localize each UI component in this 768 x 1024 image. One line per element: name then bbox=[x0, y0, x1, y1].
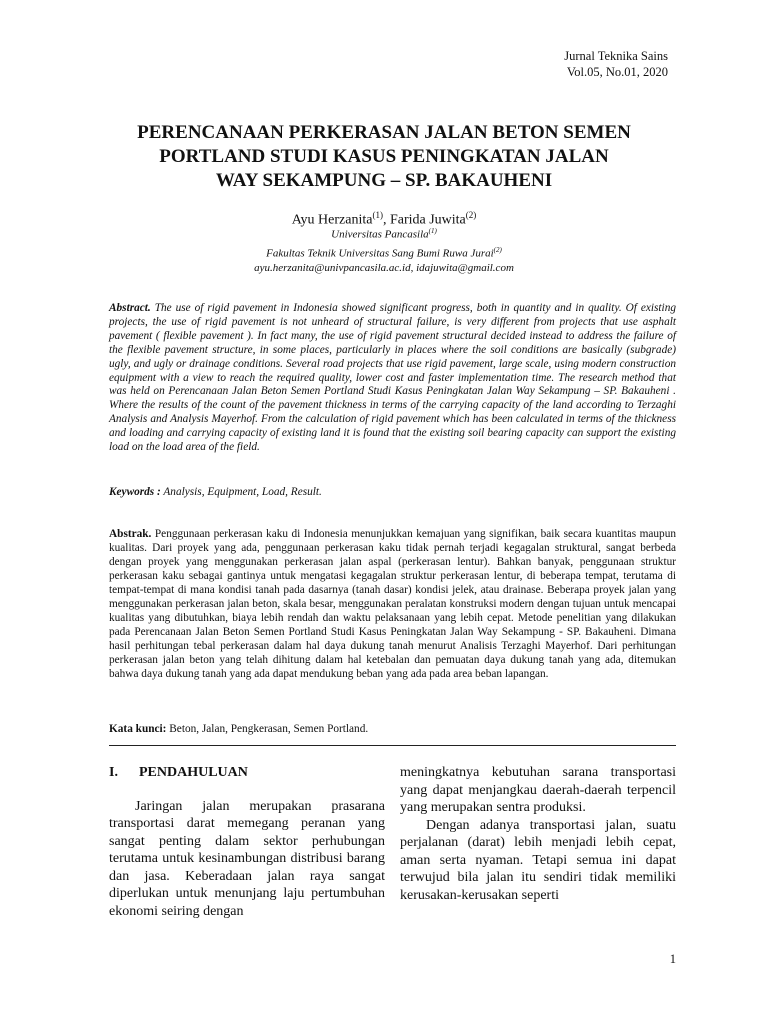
body-column-right bbox=[400, 764, 676, 904]
keywords-text: Analysis, Equipment, Load, Result. bbox=[163, 486, 322, 498]
affiliation-2-mark: (2) bbox=[493, 245, 502, 254]
keywords bbox=[109, 485, 676, 499]
paper-title bbox=[100, 121, 668, 193]
journal-header bbox=[564, 48, 668, 80]
title-line-1: PERENCANAAN PERKERASAN JALAN BETON SEMEN bbox=[137, 122, 631, 143]
body-paragraph: Jaringan jalan merupakan prasarana transportasi darat memegang peranan yang sangat penting dalam sektor perhubungan terutama untuk kesinambungan distribusi barang dan jasa. Keberadaan jalan raya sangat diperlukan untuk menunjang laju pertumbuhan ekonomi seiring dengan bbox=[109, 798, 385, 919]
affiliations bbox=[100, 224, 668, 276]
affiliation-2 bbox=[100, 243, 668, 262]
keywords-label: Keywords : bbox=[109, 486, 161, 498]
kata-kunci-text: Beton, Jalan, Pengkerasan, Semen Portland. bbox=[169, 723, 369, 735]
affiliation-1-mark: (1) bbox=[428, 227, 437, 235]
kata-kunci-label: Kata kunci: bbox=[109, 723, 167, 735]
section-number: I. bbox=[109, 765, 118, 780]
affiliation-1-name: Universitas Pancasila bbox=[331, 228, 429, 241]
journal-volume: Vol.05, No.01, 2020 bbox=[566, 65, 668, 79]
abstract-indonesian-text: Penggunaan perkerasan kaku di Indonesia menunjukkan kemajuan yang signifikan, baik secara kuantitas maupun kualitas. Dari proyek yang ada, penggunaan perkerasan kaku tidak pernah terjadi kegagalan struktural, sangat berbeda dengan proyek yang menggunakan perkerasan jalan aspal (perkerasan lentur). Bahkan banyak, penggunaan struktur perkerasan kaku sebagai gantinya untuk mengatasi kegagalan struktur perkerasan lentur, di beberapa tempat, terutama di tempat-tempat di mana kondisi tanah pada dasarnya (tanah dasar) kondisi jelek, atau drainase. Beberapa proyek jalan yang menggunakan perkerasan jalan beton, skala besar, menggunakan peralatan konstruksi modern dengan tujuan untuk mencapai kualitas yang dibutuhkan, biaya lebih rendah dan waktu pelaksanaan yang lebih cepat. Metode penelitian yang dilakukan pada Perencanaan Jalan Beton Semen Portland Studi Kasus Peningkatan Jalan Way Sekampung - SP. Bakauheni. Dimana hasil perhitungan tebal perkerasan dalam hal daya dukung tanah menurut Analisis Terzaghi Mayerhof. Dari perhitungan perkerasan jalan beton yang telah dihitung dalam hal ketebalan dan pemuatan daya dukung tanah yang ada, ditemukan bahwa daya dukung tanah yang ada dapat mendukung beban yang ada pada area beban lapangan. bbox=[109, 528, 676, 680]
abstract-english bbox=[109, 302, 676, 455]
author-1-affil-mark: (1) bbox=[372, 210, 383, 220]
body-paragraph: Dengan adanya transportasi jalan, suatu perjalanan (darat) lebih menjadi lebih cepat, aman serta nyaman. Tetapi semua ini dapat terwujud bila jalan itu sendiri tidak memiliki kerusakan-kerusakan seperti bbox=[400, 817, 676, 903]
journal-name: Jurnal Teknika Sains bbox=[564, 49, 668, 63]
page-number: 1 bbox=[669, 952, 676, 966]
affiliation-1 bbox=[100, 224, 668, 243]
affiliation-2-name: Fakultas Teknik Universitas Sang Bumi Ruwa Jurai bbox=[266, 247, 494, 260]
author-2: Farida Juwita bbox=[389, 212, 466, 228]
author-1: Ayu Herzanita bbox=[291, 212, 373, 228]
author-emails: ayu.herzanita@univpancasila.ac.id, idajuwita@gmail.com bbox=[254, 262, 514, 275]
title-line-3: WAY SEKAMPUNG – SP. BAKAUHENI bbox=[215, 170, 553, 191]
author-separator: , bbox=[382, 212, 390, 228]
section-divider bbox=[109, 745, 676, 746]
section-title: PENDAHULUAN bbox=[139, 765, 248, 780]
abstract-indonesian-label: Abstrak. bbox=[109, 528, 152, 540]
kata-kunci bbox=[109, 722, 676, 736]
abstract-indonesian bbox=[109, 527, 676, 681]
title-line-2: PORTLAND STUDI KASUS PENINGKATAN JALAN bbox=[159, 146, 609, 167]
body-paragraph-continued: meningkatnya kebutuhan sarana transportasi yang dapat menjangkau daerah-daerah terpencil yang merupakan sentra produksi. bbox=[400, 765, 676, 815]
body-column-left bbox=[109, 764, 385, 920]
abstract-english-label: Abstract. bbox=[109, 302, 151, 314]
abstract-english-text: The use of rigid pavement in Indonesia showed significant progress, both in quantity and in quality. Of existing projects, the use of rigid pavement is not unheard of structural failure, is very different from projects that use asphalt pavement ( flexible pavement ). In fact many, the use of rigid pavement structural decided instead to address the failure of the flexible pavement structure, in some places, particularly in places where the soil conditions are basically (subgrade) ugly, and ugly or drainage conditions. Several road projects that use rigid pavement, large scale, using modern construction equipment with a view to reach the required quality, lower cost and faster implementation time. The research method that was held on Perencanaan Jalan Beton Semen Portland Studi Kasus Peningkatan Jalan Way Sekampung – SP. Bakauheni . Where the results of the count of the pavement thickness in terms of the carrying capacity of the land according to Terzaghi Analysis and Analysis Mayerhof. From the calculation of rigid pavement which has been calculated in terms of the thickness and loading and carrying capacity of existing land it is found that the existing soil bearing capacity can support the existing load on the load area of the field. bbox=[109, 302, 676, 454]
section-heading bbox=[109, 764, 385, 782]
author-2-affil-mark: (2) bbox=[465, 210, 477, 220]
